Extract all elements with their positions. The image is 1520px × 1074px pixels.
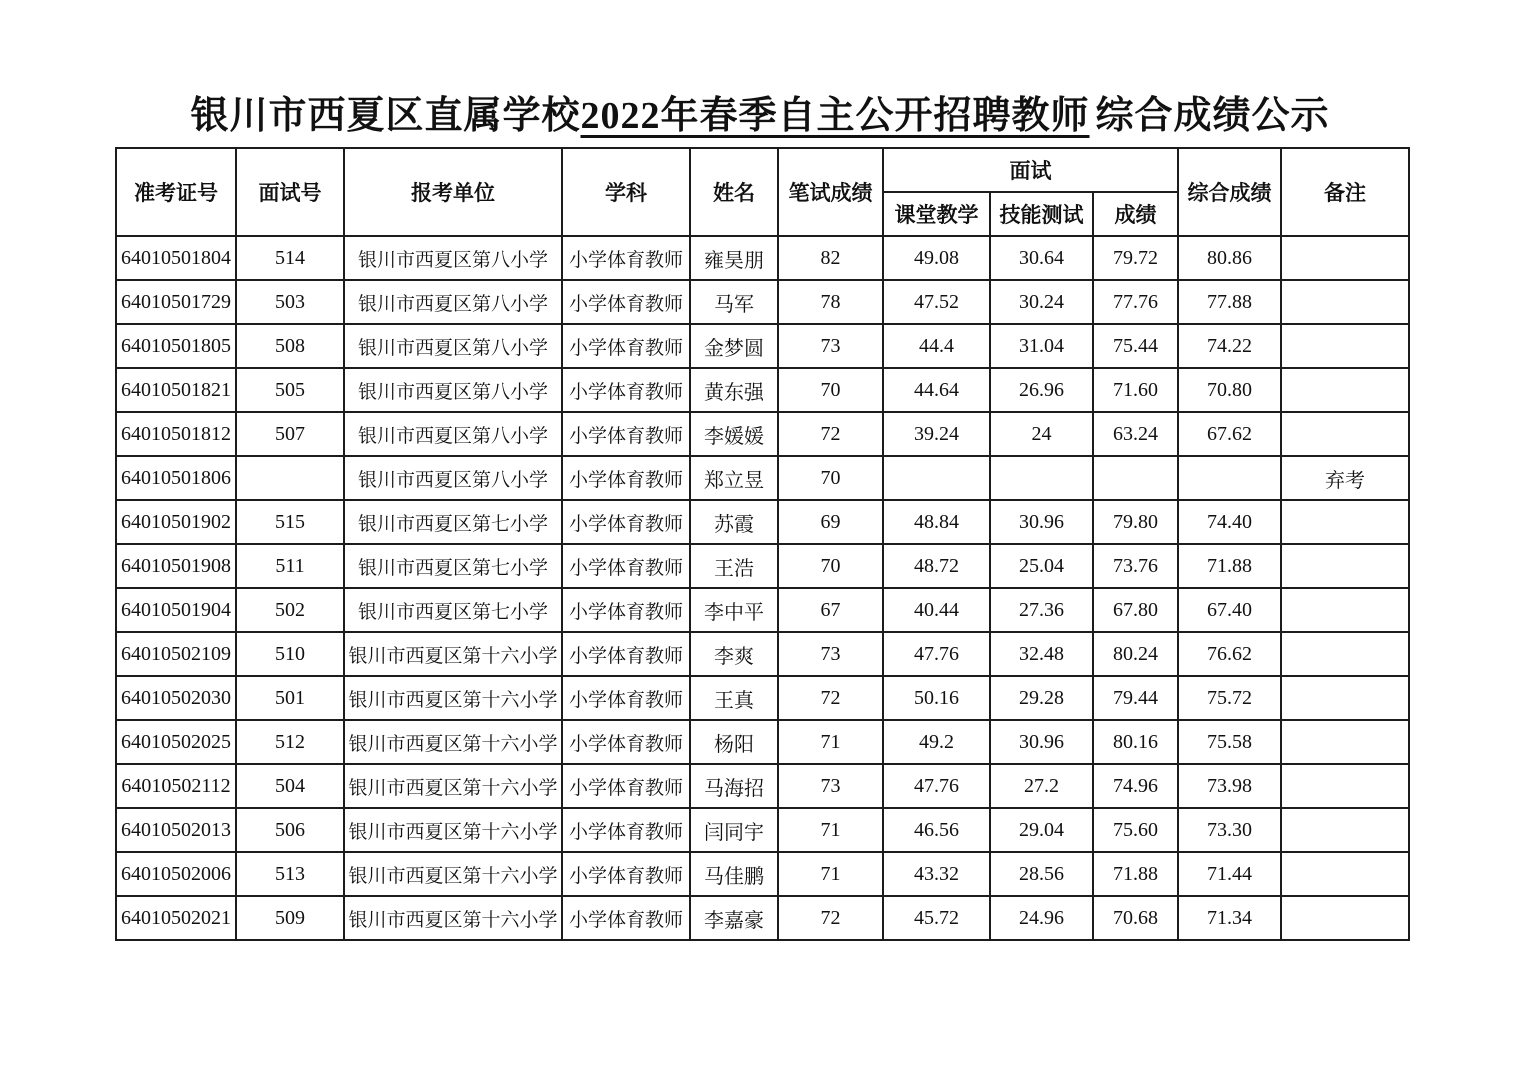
table-row — [116, 368, 1409, 412]
cell-unit: 银川市西夏区第十六小学 — [344, 676, 562, 720]
cell-remark — [1281, 280, 1409, 324]
cell-written-score: 73 — [778, 324, 883, 368]
cell-name: 马海招 — [690, 764, 778, 808]
header-skill-test: 技能测试 — [990, 192, 1093, 236]
cell-skill-test: 29.28 — [990, 676, 1093, 720]
cell-unit: 银川市西夏区第八小学 — [344, 412, 562, 456]
cell-comprehensive-score: 71.44 — [1178, 852, 1281, 896]
cell-unit: 银川市西夏区第八小学 — [344, 280, 562, 324]
cell-unit: 银川市西夏区第七小学 — [344, 588, 562, 632]
cell-remark — [1281, 544, 1409, 588]
cell-remark — [1281, 764, 1409, 808]
cell-skill-test: 30.64 — [990, 236, 1093, 280]
header-written-score: 笔试成绩 — [778, 148, 883, 236]
cell-admission-no: 64010501902 — [116, 500, 236, 544]
cell-subject: 小学体育教师 — [562, 764, 690, 808]
cell-unit: 银川市西夏区第八小学 — [344, 236, 562, 280]
table-row — [116, 764, 1409, 808]
cell-subject: 小学体育教师 — [562, 456, 690, 500]
cell-remark — [1281, 632, 1409, 676]
cell-skill-test: 27.2 — [990, 764, 1093, 808]
cell-interview-no: 504 — [236, 764, 344, 808]
table-row — [116, 456, 1409, 500]
table-row — [116, 412, 1409, 456]
cell-interview-score: 63.24 — [1093, 412, 1178, 456]
cell-interview-no: 509 — [236, 896, 344, 940]
cell-admission-no: 64010502112 — [116, 764, 236, 808]
cell-classroom-teaching — [883, 456, 990, 500]
table-row — [116, 280, 1409, 324]
cell-name: 李嘉豪 — [690, 896, 778, 940]
cell-remark — [1281, 588, 1409, 632]
cell-name: 杨阳 — [690, 720, 778, 764]
cell-interview-score: 77.76 — [1093, 280, 1178, 324]
cell-unit: 银川市西夏区第十六小学 — [344, 632, 562, 676]
cell-admission-no: 64010502013 — [116, 808, 236, 852]
cell-classroom-teaching: 49.08 — [883, 236, 990, 280]
cell-interview-no: 512 — [236, 720, 344, 764]
cell-unit: 银川市西夏区第十六小学 — [344, 896, 562, 940]
cell-interview-no: 510 — [236, 632, 344, 676]
title-suffix: 综合成绩公示 — [1095, 95, 1330, 137]
cell-comprehensive-score: 76.62 — [1178, 632, 1281, 676]
table-row — [116, 676, 1409, 720]
cell-classroom-teaching: 48.72 — [883, 544, 990, 588]
cell-skill-test: 26.96 — [990, 368, 1093, 412]
cell-admission-no: 64010501908 — [116, 544, 236, 588]
header-interview-no: 面试号 — [236, 148, 344, 236]
cell-written-score: 73 — [778, 764, 883, 808]
cell-interview-score: 70.68 — [1093, 896, 1178, 940]
cell-subject: 小学体育教师 — [562, 236, 690, 280]
cell-name: 李爽 — [690, 632, 778, 676]
cell-interview-score: 80.24 — [1093, 632, 1178, 676]
cell-unit: 银川市西夏区第十六小学 — [344, 764, 562, 808]
cell-interview-score: 79.80 — [1093, 500, 1178, 544]
cell-name: 金梦圆 — [690, 324, 778, 368]
cell-name: 王真 — [690, 676, 778, 720]
cell-comprehensive-score: 73.98 — [1178, 764, 1281, 808]
cell-interview-score: 75.44 — [1093, 324, 1178, 368]
table-row — [116, 720, 1409, 764]
cell-admission-no: 64010502021 — [116, 896, 236, 940]
cell-written-score: 67 — [778, 588, 883, 632]
cell-subject: 小学体育教师 — [562, 544, 690, 588]
cell-interview-score: 67.80 — [1093, 588, 1178, 632]
table-row — [116, 852, 1409, 896]
cell-interview-score: 74.96 — [1093, 764, 1178, 808]
cell-remark — [1281, 676, 1409, 720]
cell-interview-no: 515 — [236, 500, 344, 544]
table-row — [116, 500, 1409, 544]
cell-classroom-teaching: 44.64 — [883, 368, 990, 412]
page-title — [0, 84, 1520, 139]
cell-comprehensive-score: 71.34 — [1178, 896, 1281, 940]
cell-comprehensive-score: 74.40 — [1178, 500, 1281, 544]
table-row — [116, 544, 1409, 588]
cell-classroom-teaching: 47.52 — [883, 280, 990, 324]
cell-subject: 小学体育教师 — [562, 852, 690, 896]
header-admission-no: 准考证号 — [116, 148, 236, 236]
cell-remark — [1281, 500, 1409, 544]
table-row — [116, 808, 1409, 852]
cell-subject: 小学体育教师 — [562, 324, 690, 368]
cell-comprehensive-score: 70.80 — [1178, 368, 1281, 412]
cell-name: 马佳鹏 — [690, 852, 778, 896]
cell-admission-no: 64010501805 — [116, 324, 236, 368]
cell-remark — [1281, 324, 1409, 368]
cell-subject: 小学体育教师 — [562, 412, 690, 456]
cell-admission-no: 64010502025 — [116, 720, 236, 764]
cell-subject: 小学体育教师 — [562, 632, 690, 676]
cell-interview-no: 503 — [236, 280, 344, 324]
cell-admission-no: 64010501904 — [116, 588, 236, 632]
cell-classroom-teaching: 48.84 — [883, 500, 990, 544]
cell-skill-test: 31.04 — [990, 324, 1093, 368]
cell-interview-score: 71.60 — [1093, 368, 1178, 412]
cell-interview-score: 79.44 — [1093, 676, 1178, 720]
cell-comprehensive-score: 71.88 — [1178, 544, 1281, 588]
cell-interview-no: 501 — [236, 676, 344, 720]
header-classroom-teaching: 课堂教学 — [883, 192, 990, 236]
title-underlined-segment: 2022年春季自主公开招聘教师 — [580, 95, 1090, 137]
cell-skill-test: 24 — [990, 412, 1093, 456]
cell-written-score: 71 — [778, 852, 883, 896]
table-row — [116, 588, 1409, 632]
cell-unit: 银川市西夏区第七小学 — [344, 500, 562, 544]
cell-remark: 弃考 — [1281, 456, 1409, 500]
cell-written-score: 82 — [778, 236, 883, 280]
header-interview-group: 面试 — [883, 148, 1178, 192]
cell-skill-test: 28.56 — [990, 852, 1093, 896]
cell-skill-test: 29.04 — [990, 808, 1093, 852]
cell-interview-no: 511 — [236, 544, 344, 588]
cell-written-score: 70 — [778, 368, 883, 412]
cell-admission-no: 64010501821 — [116, 368, 236, 412]
cell-interview-score: 75.60 — [1093, 808, 1178, 852]
cell-name: 黄东强 — [690, 368, 778, 412]
cell-admission-no: 64010501729 — [116, 280, 236, 324]
cell-unit: 银川市西夏区第八小学 — [344, 368, 562, 412]
cell-classroom-teaching: 50.16 — [883, 676, 990, 720]
cell-name: 郑立昱 — [690, 456, 778, 500]
cell-classroom-teaching: 43.32 — [883, 852, 990, 896]
cell-subject: 小学体育教师 — [562, 808, 690, 852]
cell-remark — [1281, 236, 1409, 280]
cell-interview-no: 506 — [236, 808, 344, 852]
cell-written-score: 71 — [778, 720, 883, 764]
cell-name: 王浩 — [690, 544, 778, 588]
cell-classroom-teaching: 39.24 — [883, 412, 990, 456]
cell-written-score: 70 — [778, 544, 883, 588]
cell-interview-score: 79.72 — [1093, 236, 1178, 280]
cell-name: 李中平 — [690, 588, 778, 632]
cell-unit: 银川市西夏区第七小学 — [344, 544, 562, 588]
cell-comprehensive-score: 75.58 — [1178, 720, 1281, 764]
header-name: 姓名 — [690, 148, 778, 236]
cell-interview-no: 513 — [236, 852, 344, 896]
table-header — [116, 148, 1409, 236]
cell-admission-no: 64010502006 — [116, 852, 236, 896]
cell-skill-test: 24.96 — [990, 896, 1093, 940]
cell-skill-test — [990, 456, 1093, 500]
cell-name: 闫同宇 — [690, 808, 778, 852]
cell-skill-test: 32.48 — [990, 632, 1093, 676]
table-row — [116, 632, 1409, 676]
cell-admission-no: 64010502030 — [116, 676, 236, 720]
cell-comprehensive-score — [1178, 456, 1281, 500]
table-row — [116, 896, 1409, 940]
cell-interview-no: 514 — [236, 236, 344, 280]
cell-name: 苏霞 — [690, 500, 778, 544]
cell-comprehensive-score: 73.30 — [1178, 808, 1281, 852]
table-row — [116, 324, 1409, 368]
cell-interview-no — [236, 456, 344, 500]
cell-name: 李媛媛 — [690, 412, 778, 456]
cell-written-score: 70 — [778, 456, 883, 500]
cell-written-score: 73 — [778, 632, 883, 676]
cell-unit: 银川市西夏区第十六小学 — [344, 720, 562, 764]
cell-interview-score: 80.16 — [1093, 720, 1178, 764]
cell-subject: 小学体育教师 — [562, 720, 690, 764]
header-comprehensive-score: 综合成绩 — [1178, 148, 1281, 236]
header-unit: 报考单位 — [344, 148, 562, 236]
cell-interview-no: 505 — [236, 368, 344, 412]
cell-subject: 小学体育教师 — [562, 676, 690, 720]
cell-interview-no: 502 — [236, 588, 344, 632]
cell-name: 雍昊朋 — [690, 236, 778, 280]
cell-subject: 小学体育教师 — [562, 280, 690, 324]
cell-skill-test: 27.36 — [990, 588, 1093, 632]
cell-written-score: 72 — [778, 896, 883, 940]
cell-classroom-teaching: 49.2 — [883, 720, 990, 764]
cell-subject: 小学体育教师 — [562, 588, 690, 632]
cell-unit: 银川市西夏区第八小学 — [344, 324, 562, 368]
cell-comprehensive-score: 75.72 — [1178, 676, 1281, 720]
cell-name: 马军 — [690, 280, 778, 324]
cell-interview-no: 508 — [236, 324, 344, 368]
cell-unit: 银川市西夏区第十六小学 — [344, 808, 562, 852]
cell-remark — [1281, 808, 1409, 852]
cell-interview-score: 71.88 — [1093, 852, 1178, 896]
cell-comprehensive-score: 77.88 — [1178, 280, 1281, 324]
cell-written-score: 72 — [778, 412, 883, 456]
cell-interview-no: 507 — [236, 412, 344, 456]
cell-written-score: 78 — [778, 280, 883, 324]
cell-classroom-teaching: 45.72 — [883, 896, 990, 940]
cell-admission-no: 64010501806 — [116, 456, 236, 500]
cell-remark — [1281, 368, 1409, 412]
cell-comprehensive-score: 67.62 — [1178, 412, 1281, 456]
cell-classroom-teaching: 46.56 — [883, 808, 990, 852]
cell-classroom-teaching: 44.4 — [883, 324, 990, 368]
cell-classroom-teaching: 47.76 — [883, 632, 990, 676]
cell-admission-no: 64010501812 — [116, 412, 236, 456]
cell-unit: 银川市西夏区第八小学 — [344, 456, 562, 500]
cell-skill-test: 30.96 — [990, 500, 1093, 544]
cell-remark — [1281, 852, 1409, 896]
table-body — [116, 236, 1409, 940]
cell-unit: 银川市西夏区第十六小学 — [344, 852, 562, 896]
cell-written-score: 69 — [778, 500, 883, 544]
header-row-top — [116, 148, 1409, 192]
cell-remark — [1281, 412, 1409, 456]
cell-comprehensive-score: 74.22 — [1178, 324, 1281, 368]
cell-classroom-teaching: 40.44 — [883, 588, 990, 632]
score-table — [115, 147, 1410, 941]
table-row — [116, 236, 1409, 280]
cell-interview-score — [1093, 456, 1178, 500]
cell-admission-no: 64010501804 — [116, 236, 236, 280]
header-subject: 学科 — [562, 148, 690, 236]
cell-subject: 小学体育教师 — [562, 896, 690, 940]
cell-admission-no: 64010502109 — [116, 632, 236, 676]
cell-interview-score: 73.76 — [1093, 544, 1178, 588]
cell-skill-test: 30.96 — [990, 720, 1093, 764]
header-interview-score: 成绩 — [1093, 192, 1178, 236]
cell-comprehensive-score: 80.86 — [1178, 236, 1281, 280]
cell-skill-test: 25.04 — [990, 544, 1093, 588]
title-prefix: 银川市西夏区直属学校 — [190, 95, 581, 137]
cell-classroom-teaching: 47.76 — [883, 764, 990, 808]
cell-written-score: 72 — [778, 676, 883, 720]
cell-comprehensive-score: 67.40 — [1178, 588, 1281, 632]
cell-skill-test: 30.24 — [990, 280, 1093, 324]
cell-subject: 小学体育教师 — [562, 500, 690, 544]
cell-subject: 小学体育教师 — [562, 368, 690, 412]
cell-remark — [1281, 896, 1409, 940]
cell-remark — [1281, 720, 1409, 764]
cell-written-score: 71 — [778, 808, 883, 852]
header-remark: 备注 — [1281, 148, 1409, 236]
